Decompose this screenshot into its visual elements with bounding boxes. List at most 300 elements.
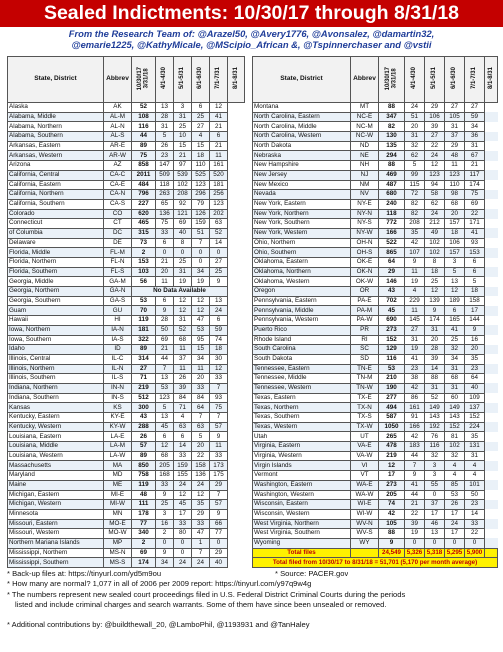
district-abbrev: MS-N bbox=[104, 548, 132, 558]
count-cell: 63 bbox=[192, 422, 210, 432]
table-row bbox=[8, 519, 245, 529]
count-cell: 4 bbox=[465, 461, 485, 471]
count-cell: 42 bbox=[379, 509, 405, 519]
table-row bbox=[253, 190, 498, 200]
count-cell: 37 bbox=[425, 500, 445, 510]
district-name: Mississippi, Southern bbox=[8, 558, 104, 568]
district-abbrev: NV bbox=[351, 190, 379, 200]
district-name: California, Southern bbox=[8, 199, 104, 209]
count-cell: 29 bbox=[210, 480, 228, 490]
district-abbrev: NY-W bbox=[351, 228, 379, 238]
count-cell: 2 bbox=[132, 248, 156, 258]
count-cell: 175 bbox=[210, 471, 228, 481]
count-cell: 3 bbox=[425, 461, 445, 471]
table-row bbox=[253, 529, 498, 539]
count-cell: 42 bbox=[405, 238, 425, 248]
count-cell: 522 bbox=[379, 238, 405, 248]
count-cell: 33 bbox=[210, 374, 228, 384]
count-cell: 39 bbox=[425, 122, 445, 132]
count-cell: 9 bbox=[210, 277, 228, 287]
district-name: Wyoming bbox=[253, 538, 351, 548]
count-cell: 27 bbox=[425, 132, 445, 142]
district-name: Texas, Southern bbox=[253, 413, 351, 423]
district-name: Florida, Northern bbox=[8, 258, 104, 268]
extra-cell bbox=[485, 461, 498, 471]
count-cell: 23 bbox=[465, 364, 485, 374]
district-name: California, Northern bbox=[8, 190, 104, 200]
district-abbrev: AR-E bbox=[104, 141, 132, 151]
count-cell: 20 bbox=[405, 122, 425, 132]
count-cell: 347 bbox=[379, 112, 405, 122]
count-cell: 690 bbox=[379, 316, 405, 326]
district-name: Wisconsin, Eastern bbox=[253, 500, 351, 510]
district-name: Kentucky, Eastern bbox=[8, 413, 104, 423]
count-cell: 0 bbox=[445, 538, 465, 548]
district-abbrev: MO-E bbox=[104, 519, 132, 529]
district-abbrev: PA-W bbox=[351, 316, 379, 326]
count-cell: 65 bbox=[156, 199, 174, 209]
count-cell: 14 bbox=[465, 509, 485, 519]
district-name: Guam bbox=[8, 306, 104, 316]
count-cell: 26 bbox=[174, 374, 192, 384]
district-name: Kansas bbox=[8, 403, 104, 413]
count-cell: 97 bbox=[174, 161, 192, 171]
header-state: State, District bbox=[253, 57, 351, 103]
table-row bbox=[8, 538, 245, 548]
extra-cell bbox=[485, 190, 498, 200]
table-row bbox=[8, 509, 245, 519]
district-name: Montana bbox=[253, 103, 351, 113]
count-cell: 27 bbox=[405, 325, 425, 335]
count-cell: 12 bbox=[156, 442, 174, 452]
count-cell: 38 bbox=[405, 374, 425, 384]
count-cell: 4 bbox=[174, 413, 192, 423]
count-cell: 152 bbox=[465, 413, 485, 423]
count-cell: 64 bbox=[379, 258, 405, 268]
count-cell: 77 bbox=[132, 519, 156, 529]
count-cell: 73 bbox=[132, 238, 156, 248]
count-cell: 25 bbox=[192, 112, 210, 122]
district-abbrev: HI bbox=[104, 316, 132, 326]
table-row bbox=[8, 471, 245, 481]
count-cell: 26 bbox=[445, 500, 465, 510]
extra-cell bbox=[485, 538, 498, 548]
count-cell: 21 bbox=[156, 258, 174, 268]
count-cell: 15 bbox=[192, 345, 210, 355]
header-period-text: 8/1-8/31 bbox=[487, 67, 494, 90]
count-cell: 69 bbox=[174, 219, 192, 229]
count-cell: 102 bbox=[425, 238, 445, 248]
count-cell: 36 bbox=[465, 132, 485, 142]
count-cell: 53 bbox=[379, 364, 405, 374]
district-name: West Virginia, Northern bbox=[253, 519, 351, 529]
extra-cell bbox=[485, 228, 498, 238]
left-table bbox=[7, 56, 245, 568]
count-cell: 153 bbox=[465, 248, 485, 258]
table-row bbox=[8, 141, 245, 151]
count-cell: 20 bbox=[425, 335, 445, 345]
count-cell: 98 bbox=[445, 190, 465, 200]
table-row bbox=[253, 199, 498, 209]
district-abbrev: OK-E bbox=[351, 258, 379, 268]
district-name: of Columbia bbox=[8, 228, 104, 238]
district-abbrev: NC-W bbox=[351, 132, 379, 142]
table-row bbox=[253, 132, 498, 142]
district-abbrev: CA-S bbox=[104, 199, 132, 209]
extra-cell bbox=[485, 122, 498, 132]
table-row bbox=[253, 509, 498, 519]
table-row bbox=[253, 267, 498, 277]
extra-cell bbox=[485, 267, 498, 277]
count-cell: 7 bbox=[156, 364, 174, 374]
count-cell: 57 bbox=[132, 442, 156, 452]
table-row bbox=[253, 112, 498, 122]
count-cell: 11 bbox=[210, 151, 228, 161]
district-abbrev: IA-S bbox=[104, 335, 132, 345]
district-name: Alaska bbox=[8, 103, 104, 113]
district-abbrev: AK bbox=[104, 103, 132, 113]
table-row bbox=[8, 209, 245, 219]
count-cell: 6 bbox=[156, 238, 174, 248]
district-name: Nebraska bbox=[253, 151, 351, 161]
header-period bbox=[174, 57, 192, 103]
count-cell: 165 bbox=[445, 316, 465, 326]
header-period bbox=[228, 57, 245, 103]
count-cell: 110 bbox=[192, 161, 210, 171]
extra-cell bbox=[485, 335, 498, 345]
count-cell: 265 bbox=[379, 432, 405, 442]
count-cell: 340 bbox=[132, 529, 156, 539]
count-cell: 22 bbox=[425, 141, 445, 151]
count-cell: 5 bbox=[156, 132, 174, 142]
count-cell: 101 bbox=[465, 480, 485, 490]
count-cell: 37 bbox=[445, 132, 465, 142]
count-cell: 48 bbox=[445, 151, 465, 161]
count-cell: 75 bbox=[465, 190, 485, 200]
district-name: North Carolina, Western bbox=[253, 132, 351, 142]
count-cell: 5 bbox=[156, 403, 174, 413]
footnote-2: * How many are normal? 1,077 in all of 2006 per 2009 report: https://tinyurl.com/y97q9w4g bbox=[7, 579, 312, 589]
count-cell: 86 bbox=[405, 393, 425, 403]
count-cell: 44 bbox=[405, 490, 425, 500]
count-cell: 52 bbox=[425, 393, 445, 403]
table-row bbox=[8, 413, 245, 423]
count-cell: 144 bbox=[465, 316, 485, 326]
table-row bbox=[8, 151, 245, 161]
district-abbrev: PR bbox=[351, 325, 379, 335]
district-name: Northern Mariana Islands bbox=[8, 538, 104, 548]
count-cell: 136 bbox=[192, 471, 210, 481]
count-cell: 587 bbox=[379, 413, 405, 423]
count-cell: 0 bbox=[174, 248, 192, 258]
count-cell: 84 bbox=[192, 393, 210, 403]
count-cell: 89 bbox=[132, 141, 156, 151]
count-cell: 300 bbox=[132, 403, 156, 413]
count-cell: 68 bbox=[174, 335, 192, 345]
extra-cell bbox=[485, 238, 498, 248]
count-cell: 47 bbox=[192, 529, 210, 539]
extra-cell bbox=[485, 422, 498, 432]
table-row bbox=[8, 451, 245, 461]
district-abbrev: MT bbox=[351, 103, 379, 113]
extra-cell bbox=[485, 403, 498, 413]
count-cell: 31 bbox=[174, 267, 192, 277]
count-cell: 23 bbox=[405, 364, 425, 374]
count-cell: 63 bbox=[174, 422, 192, 432]
indictments-tables bbox=[7, 56, 497, 567]
count-cell: 173 bbox=[210, 461, 228, 471]
count-cell: 208 bbox=[174, 190, 192, 200]
count-cell: 478 bbox=[379, 442, 405, 452]
footnote-4: listed and include criminal charges and search warrants. Some of them have since been unsealed or removed. bbox=[15, 599, 387, 609]
count-cell: 6 bbox=[192, 103, 210, 113]
count-cell: 14 bbox=[425, 364, 445, 374]
table-row bbox=[8, 480, 245, 490]
count-cell: 33 bbox=[174, 451, 192, 461]
table-row bbox=[8, 219, 245, 229]
extra-cell bbox=[485, 413, 498, 423]
district-name: New Jersey bbox=[253, 170, 351, 180]
district-abbrev: TX-N bbox=[351, 403, 379, 413]
count-cell: 3 bbox=[174, 103, 192, 113]
count-cell: 0 bbox=[174, 538, 192, 548]
count-cell: 20 bbox=[156, 267, 174, 277]
count-cell: 53 bbox=[192, 325, 210, 335]
count-cell: 52 bbox=[210, 228, 228, 238]
count-cell: 12 bbox=[192, 490, 210, 500]
count-cell: 85 bbox=[445, 480, 465, 490]
count-cell: 28 bbox=[425, 345, 445, 355]
count-cell: 31 bbox=[405, 335, 425, 345]
table-row bbox=[253, 296, 498, 306]
header-abbrev: Abbrev bbox=[104, 57, 132, 103]
count-cell: 153 bbox=[132, 258, 156, 268]
district-name: Washington, Eastern bbox=[253, 480, 351, 490]
count-cell: 62 bbox=[425, 199, 445, 209]
count-cell: 17 bbox=[465, 306, 485, 316]
table-row bbox=[253, 345, 498, 355]
district-abbrev: GU bbox=[104, 306, 132, 316]
count-cell: 108 bbox=[132, 112, 156, 122]
count-cell: 19 bbox=[405, 529, 425, 539]
count-cell: 208 bbox=[405, 219, 425, 229]
count-cell: 7 bbox=[210, 490, 228, 500]
count-cell: 31 bbox=[425, 325, 445, 335]
count-cell: 130 bbox=[379, 132, 405, 142]
count-cell: 31 bbox=[156, 122, 174, 132]
count-cell: 42 bbox=[405, 432, 425, 442]
extra-cell bbox=[485, 519, 498, 529]
count-cell: 12 bbox=[210, 364, 228, 374]
district-abbrev: IL-C bbox=[104, 354, 132, 364]
table-row bbox=[8, 393, 245, 403]
district-abbrev: OH-N bbox=[351, 238, 379, 248]
district-name: Illinois, Northern bbox=[8, 364, 104, 374]
count-cell: 15 bbox=[174, 141, 192, 151]
count-cell: 525 bbox=[192, 170, 210, 180]
count-cell: 25 bbox=[445, 335, 465, 345]
count-cell: 103 bbox=[132, 267, 156, 277]
district-name: Ohio, Northern bbox=[253, 238, 351, 248]
district-abbrev: AL-N bbox=[104, 122, 132, 132]
count-cell: 32 bbox=[405, 141, 425, 151]
count-cell: 20 bbox=[465, 345, 485, 355]
count-cell: 57 bbox=[210, 500, 228, 510]
district-abbrev: WA-W bbox=[351, 490, 379, 500]
extra-cell bbox=[485, 393, 498, 403]
district-abbrev: MI-E bbox=[104, 490, 132, 500]
table-row bbox=[8, 558, 245, 568]
table-row bbox=[253, 248, 498, 258]
count-cell: 44 bbox=[132, 132, 156, 142]
district-abbrev: LA-M bbox=[104, 442, 132, 452]
count-cell: 174 bbox=[465, 180, 485, 190]
count-cell: 60 bbox=[445, 393, 465, 403]
district-abbrev: LA-E bbox=[104, 432, 132, 442]
count-cell: 75 bbox=[156, 219, 174, 229]
count-cell: 158 bbox=[465, 296, 485, 306]
count-cell: 119 bbox=[132, 316, 156, 326]
header-period bbox=[445, 57, 465, 103]
count-cell: 32 bbox=[425, 451, 445, 461]
count-cell: 469 bbox=[379, 170, 405, 180]
count-cell: 69 bbox=[132, 548, 156, 558]
district-name: North Carolina, Middle bbox=[253, 122, 351, 132]
extra-cell bbox=[485, 345, 498, 355]
count-cell: 123 bbox=[425, 170, 445, 180]
count-cell: 168 bbox=[156, 471, 174, 481]
district-name: New Hampshire bbox=[253, 161, 351, 171]
district-name: Pennsylvania, Middle bbox=[253, 306, 351, 316]
table-row bbox=[8, 199, 245, 209]
district-abbrev bbox=[351, 548, 379, 558]
count-cell: 5 bbox=[405, 161, 425, 171]
count-cell: 115 bbox=[405, 180, 425, 190]
count-cell: 75 bbox=[210, 403, 228, 413]
district-name: New York, Southern bbox=[253, 219, 351, 229]
district-abbrev: FL-M bbox=[104, 248, 132, 258]
count-cell: 33 bbox=[156, 228, 174, 238]
district-abbrev: VA-W bbox=[351, 451, 379, 461]
count-cell: 850 bbox=[132, 461, 156, 471]
header-period bbox=[425, 57, 445, 103]
count-cell: 77 bbox=[210, 529, 228, 539]
district-abbrev: VI bbox=[351, 461, 379, 471]
table-row bbox=[8, 383, 245, 393]
count-cell: 13 bbox=[156, 413, 174, 423]
district-abbrev: IN-S bbox=[104, 393, 132, 403]
count-cell: 8 bbox=[425, 258, 445, 268]
count-cell: 157 bbox=[445, 248, 465, 258]
table-row bbox=[253, 103, 498, 113]
count-cell: 322 bbox=[132, 335, 156, 345]
table-row bbox=[8, 228, 245, 238]
district-abbrev: IL-S bbox=[104, 374, 132, 384]
count-cell: 6 bbox=[465, 258, 485, 268]
count-cell: 161 bbox=[405, 403, 425, 413]
extra-cell bbox=[485, 199, 498, 209]
district-name: Colorado bbox=[8, 209, 104, 219]
extra-cell bbox=[485, 248, 498, 258]
count-cell: 29 bbox=[210, 548, 228, 558]
table-row bbox=[253, 180, 498, 190]
district-name: Pennsylvania, Western bbox=[253, 316, 351, 326]
count-cell: 31 bbox=[445, 383, 465, 393]
district-abbrev: OK-N bbox=[351, 267, 379, 277]
count-cell: 181 bbox=[210, 180, 228, 190]
count-cell: 24 bbox=[425, 151, 445, 161]
district-name: New York, Eastern bbox=[253, 199, 351, 209]
count-cell: 33 bbox=[465, 519, 485, 529]
count-cell: 12 bbox=[192, 296, 210, 306]
count-cell: 53 bbox=[156, 383, 174, 393]
count-cell: 7 bbox=[405, 461, 425, 471]
count-cell: 31 bbox=[465, 141, 485, 151]
count-cell: 6 bbox=[156, 432, 174, 442]
extra-cell bbox=[485, 132, 498, 142]
count-cell: 123 bbox=[192, 180, 210, 190]
count-cell: 174 bbox=[425, 316, 445, 326]
district-abbrev: CA-E bbox=[104, 180, 132, 190]
count-cell: 9 bbox=[156, 306, 174, 316]
count-cell: 224 bbox=[465, 422, 485, 432]
count-cell: 31 bbox=[445, 364, 465, 374]
district-abbrev: NC-M bbox=[351, 122, 379, 132]
count-cell: 25 bbox=[156, 500, 174, 510]
count-cell: 41 bbox=[465, 228, 485, 238]
count-cell: 24 bbox=[425, 209, 445, 219]
table-row bbox=[8, 442, 245, 452]
district-abbrev: OR bbox=[351, 287, 379, 297]
district-abbrev: DC bbox=[104, 228, 132, 238]
count-cell: 31 bbox=[405, 132, 425, 142]
count-cell: 116 bbox=[379, 354, 405, 364]
header-period bbox=[192, 57, 210, 103]
count-cell: 118 bbox=[379, 209, 405, 219]
district-name: Virgin Islands bbox=[253, 461, 351, 471]
count-cell: 7 bbox=[210, 383, 228, 393]
district-name: Georgia, Middle bbox=[8, 277, 104, 287]
extra-cell bbox=[485, 374, 498, 384]
count-cell: 137 bbox=[465, 403, 485, 413]
count-cell: 27 bbox=[210, 258, 228, 268]
district-abbrev: CA-C bbox=[104, 170, 132, 180]
count-cell: 82 bbox=[405, 209, 425, 219]
footnote-1: * Back-up files at: https://tinyurl.com/yd5m9ou bbox=[7, 569, 162, 578]
page-title: Sealed Indictments: 10/30/17 through 8/31/18 bbox=[0, 0, 503, 27]
count-cell: 11 bbox=[445, 161, 465, 171]
table-row bbox=[253, 277, 498, 287]
district-abbrev: VA-E bbox=[351, 442, 379, 452]
district-name: North Dakota bbox=[253, 141, 351, 151]
count-cell: 126 bbox=[192, 209, 210, 219]
count-cell: 109 bbox=[465, 393, 485, 403]
header-period-text: 6/1-6/30 bbox=[197, 67, 204, 90]
count-cell: 52 bbox=[174, 325, 192, 335]
count-cell: 135 bbox=[379, 141, 405, 151]
count-cell: 147 bbox=[156, 161, 174, 171]
extra-cell bbox=[485, 287, 498, 297]
count-cell: 174 bbox=[132, 558, 156, 568]
count-cell: 88 bbox=[379, 529, 405, 539]
count-cell: 102 bbox=[174, 180, 192, 190]
count-cell: 24 bbox=[210, 306, 228, 316]
count-cell: 6 bbox=[465, 267, 485, 277]
count-cell: 14 bbox=[174, 442, 192, 452]
count-cell: 19 bbox=[405, 277, 425, 287]
district-abbrev: TX-W bbox=[351, 422, 379, 432]
district-abbrev: PA-M bbox=[351, 306, 379, 316]
